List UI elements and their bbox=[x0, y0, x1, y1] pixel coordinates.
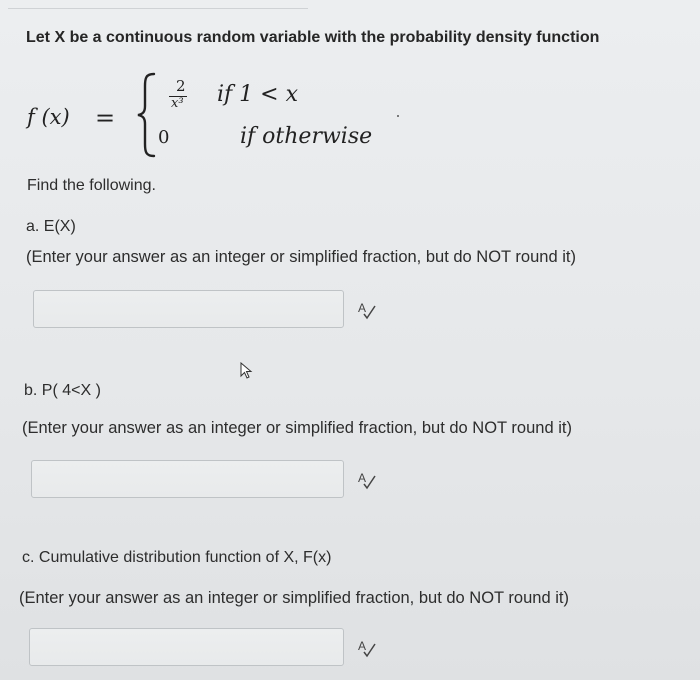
svg-text:A: A bbox=[358, 301, 367, 315]
pdf-equals: = bbox=[95, 104, 116, 132]
pdf-lhs: f (x) bbox=[27, 105, 70, 129]
spellcheck-icon[interactable] bbox=[357, 638, 377, 658]
question-intro: Let X be a continuous random variable with the probability density function bbox=[26, 29, 600, 46]
part-c-hint: (Enter your answer as an integer or simplified fraction, but do NOT round it) bbox=[19, 589, 569, 607]
part-b-label: b. P( 4<X ) bbox=[24, 382, 101, 399]
svg-text:A: A bbox=[358, 639, 367, 653]
stray-dot bbox=[397, 115, 399, 117]
top-divider bbox=[8, 8, 308, 9]
case1-numerator: 2 bbox=[176, 77, 186, 95]
case1-denominator: x³ bbox=[171, 96, 184, 111]
case1-condition: if 1 < x bbox=[217, 82, 298, 107]
spellcheck-icon[interactable] bbox=[357, 470, 377, 490]
part-b-hint: (Enter your answer as an integer or simplified fraction, but do NOT round it) bbox=[22, 419, 572, 437]
left-brace-icon bbox=[136, 72, 158, 158]
spellcheck-icon[interactable] bbox=[357, 300, 377, 320]
part-a-label: a. E(X) bbox=[26, 218, 76, 235]
case2-condition: if otherwise bbox=[240, 124, 373, 149]
part-b-answer-input[interactable] bbox=[31, 460, 344, 498]
part-c-answer-input[interactable] bbox=[29, 628, 344, 666]
part-a-answer-input[interactable] bbox=[33, 290, 344, 328]
find-label: Find the following. bbox=[27, 177, 156, 194]
case2-value: 0 bbox=[158, 127, 170, 148]
svg-text:A: A bbox=[358, 471, 367, 485]
mouse-cursor-icon bbox=[240, 362, 254, 380]
part-a-hint: (Enter your answer as an integer or simplified fraction, but do NOT round it) bbox=[26, 248, 576, 266]
part-c-label: c. Cumulative distribution function of X, F(x) bbox=[22, 549, 332, 566]
